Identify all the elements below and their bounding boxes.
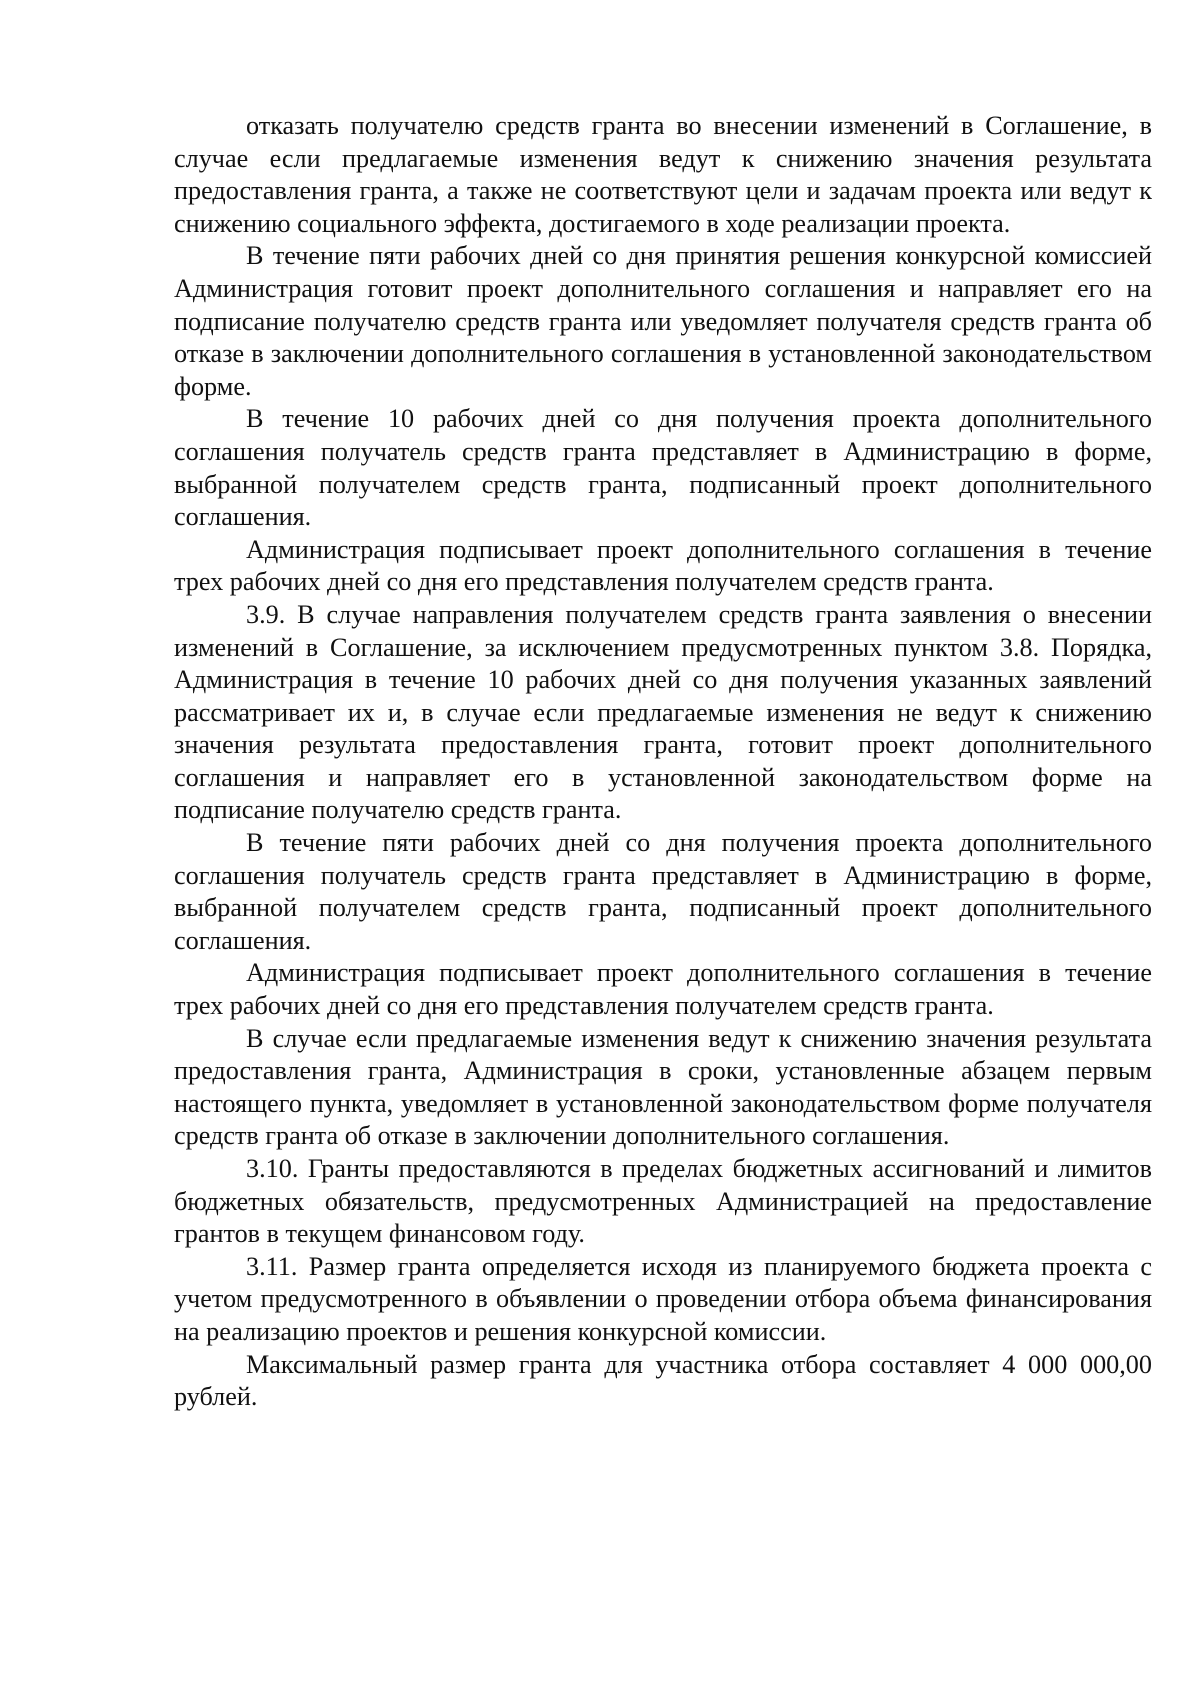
paragraph-clause-3-9: 3.9. В случае направления получателем средств гранта заявления о внесении изменений в Соглашение, за исключением предусмотренных пунктом 3.8. Порядка, Администрация в течение 10 рабочих дней со дня получения указанных заявлений рассматривает их и, в случае если предлагаемые изменения не ведут к снижению значения результата предоставления гранта, готовит проект дополнительного соглашения и направляет его в установленной законодательством форме на подписание получателю средств гранта. [174, 599, 1152, 825]
paragraph-refusal-notice: В случае если предлагаемые изменения ведут к снижению значения результата предоставления гранта, Администрация в сроки, установленные абзацем первым настоящего пункта, уведомляет в установленной законодательством форме получателя средств гранта об отказе в заключении дополнительного соглашения. [174, 1023, 1152, 1151]
document-page [174, 110, 1152, 1414]
paragraph-refusal-continuation: отказать получателю средств гранта во внесении изменений в Соглашение, в случае если предлагаемые изменения ведут к снижению значения результата предоставления гранта, а также не соответствуют цели и задачам проекта или ведут к снижению социального эффекта, достигаемого в ходе реализации проекта. [174, 111, 1152, 238]
paragraph-max-grant: Максимальный размер гранта для участника отбора составляет 4 000 000,00 рублей. [174, 1349, 1152, 1412]
paragraph-ten-days-recipient: В течение 10 рабочих дней со дня получения проекта дополнительного соглашения получатель средств гранта представляет в Администрацию в форме, выбранной получателем средств гранта, подписанный проект дополнительного соглашения. [174, 404, 1152, 532]
paragraph-clause-3-10: 3.10. Гранты предоставляются в пределах бюджетных ассигнований и лимитов бюджетных обязательств, предусмотренных Администрацией на предоставление грантов в текущем финансовом году. [174, 1154, 1152, 1249]
paragraph-clause-3-11: 3.11. Размер гранта определяется исходя из планируемого бюджета проекта с учетом предусмотренного в объявлении о проведении отбора объема финансирования на реализацию проектов и решения конкурсной комиссии. [174, 1251, 1152, 1346]
paragraph-five-days-commission: В течение пяти рабочих дней со дня принятия решения конкурсной комиссией Администрация готовит проект дополнительного соглашения и направляет его на подписание получателю средств гранта или уведомляет получателя средств гранта об отказе в заключении дополнительного соглашения в установленной законодательством форме. [174, 241, 1152, 401]
paragraph-five-days-recipient: В течение пяти рабочих дней со дня получения проекта дополнительного соглашения получатель средств гранта представляет в Администрацию в форме, выбранной получателем средств гранта, подписанный проект дополнительного соглашения. [174, 828, 1152, 955]
paragraph-administration-signs: Администрация подписывает проект дополнительного соглашения в течение трех рабочих дней со дня его представления получателем средств гранта. [174, 534, 1152, 597]
paragraph-administration-signs-2: Администрация подписывает проект дополнительного соглашения в течение трех рабочих дней со дня его представления получателем средств гранта. [174, 958, 1152, 1021]
